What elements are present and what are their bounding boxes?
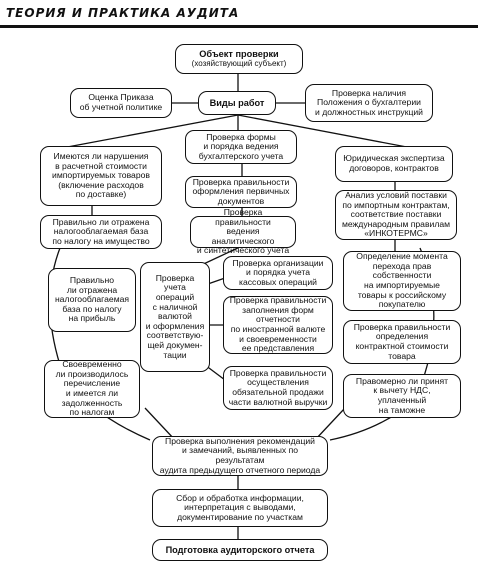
node-ownership-moment	[343, 251, 461, 311]
node-analytic-accounting	[190, 206, 296, 256]
node-order-eval	[70, 88, 172, 118]
node-cash-ops-label: Проверка организации и порядка учета кассовых операций	[232, 257, 324, 287]
node-collect-info-label: Сбор и обработка информации, интерпретация с выводами, документирование по участкам	[176, 492, 304, 522]
node-policy-check	[305, 84, 433, 122]
page-header-title: ТЕОРИЯ И ПРАКТИКА АУДИТА	[6, 6, 240, 20]
node-work-types-label: Виды работ	[209, 97, 265, 108]
node-vat	[343, 374, 461, 418]
node-report	[152, 539, 328, 561]
node-currency-ops-label: Проверка учета операций с наличной валютой и оформления соответствую- щей докумен- тации	[145, 272, 205, 360]
node-object-title: Объект проверки	[199, 49, 279, 60]
node-policy-check-label: Проверка наличия Положения о бухгалтерии и должностных инструкций	[315, 87, 423, 117]
node-ownership-moment-label: Определение момента перехода прав собственности на импортируемые товары к российскому покупателю	[356, 251, 448, 310]
node-work-types	[198, 91, 276, 115]
node-object	[175, 44, 303, 74]
node-recommendations-label: Проверка выполнения рекомендаций и замечаний, выявленных по результатам аудита предыдущего отчетного периода	[159, 435, 321, 475]
node-report-label: Подготовка аудиторского отчета	[165, 544, 315, 555]
node-legal-expertise-label: Юридическая экспертиза договоров, контрактов	[343, 153, 445, 173]
node-forex-reports	[223, 296, 333, 354]
node-contract-value	[343, 320, 461, 364]
node-import-violations-label: Имеются ли нарушения в расчетной стоимости импортируемых товаров (включение расходов по доставке)	[52, 150, 150, 200]
node-primary-docs	[185, 176, 297, 208]
node-import-violations	[40, 146, 162, 206]
node-incoterms	[335, 190, 457, 240]
node-profit-tax-label: Правильно ли отражена налогооблагаемая база по налогу на прибыль	[54, 274, 130, 324]
node-tax-transfer	[44, 360, 140, 418]
node-profit-tax	[48, 268, 136, 332]
node-cash-ops	[223, 256, 333, 290]
node-recommendations	[152, 436, 328, 476]
node-forex-reports-label: Проверка правильности заполнения форм отчетности по иностранной валюте и своевременности ее представления	[229, 295, 327, 354]
node-legal-expertise	[335, 146, 453, 182]
node-order-eval-label: Оценка Приказа об учетной политике	[79, 92, 163, 112]
node-analytic-accounting-label: Проверка правильности ведения аналитического и синтетического учета	[196, 206, 290, 256]
node-currency-ops	[140, 262, 210, 372]
node-object-sub: (хозяйствующий субъект)	[191, 58, 287, 68]
node-form-check-label: Проверка формы и порядка ведения бухгалтерского учета	[198, 131, 284, 161]
node-form-check	[185, 130, 297, 164]
node-tax-transfer-label: Своевременно ли производилось перечисление и имеется ли задолженность по налогам	[55, 359, 129, 418]
node-incoterms-label: Анализ условий поставки по импортным контрактам, соответствие поставки международным правилам «ИНКОТЕРМС»	[341, 189, 451, 239]
node-contract-value-label: Проверка правильности определения контрактной стоимости товара	[353, 321, 451, 361]
node-mandatory-sale-label: Проверка правильности осуществления обязательной продажи части валютной выручки	[228, 367, 328, 407]
node-property-tax	[40, 215, 162, 249]
node-primary-docs-label: Проверка правильности оформления первичных документов	[192, 176, 290, 206]
node-collect-info	[152, 489, 328, 527]
node-vat-label: Правомерно ли принят к вычету НДС, уплаченный на таможне	[355, 375, 449, 415]
node-property-tax-label: Правильно ли отражена налогооблагаемая база по налогу на имущество	[52, 216, 150, 246]
node-mandatory-sale	[223, 366, 333, 410]
